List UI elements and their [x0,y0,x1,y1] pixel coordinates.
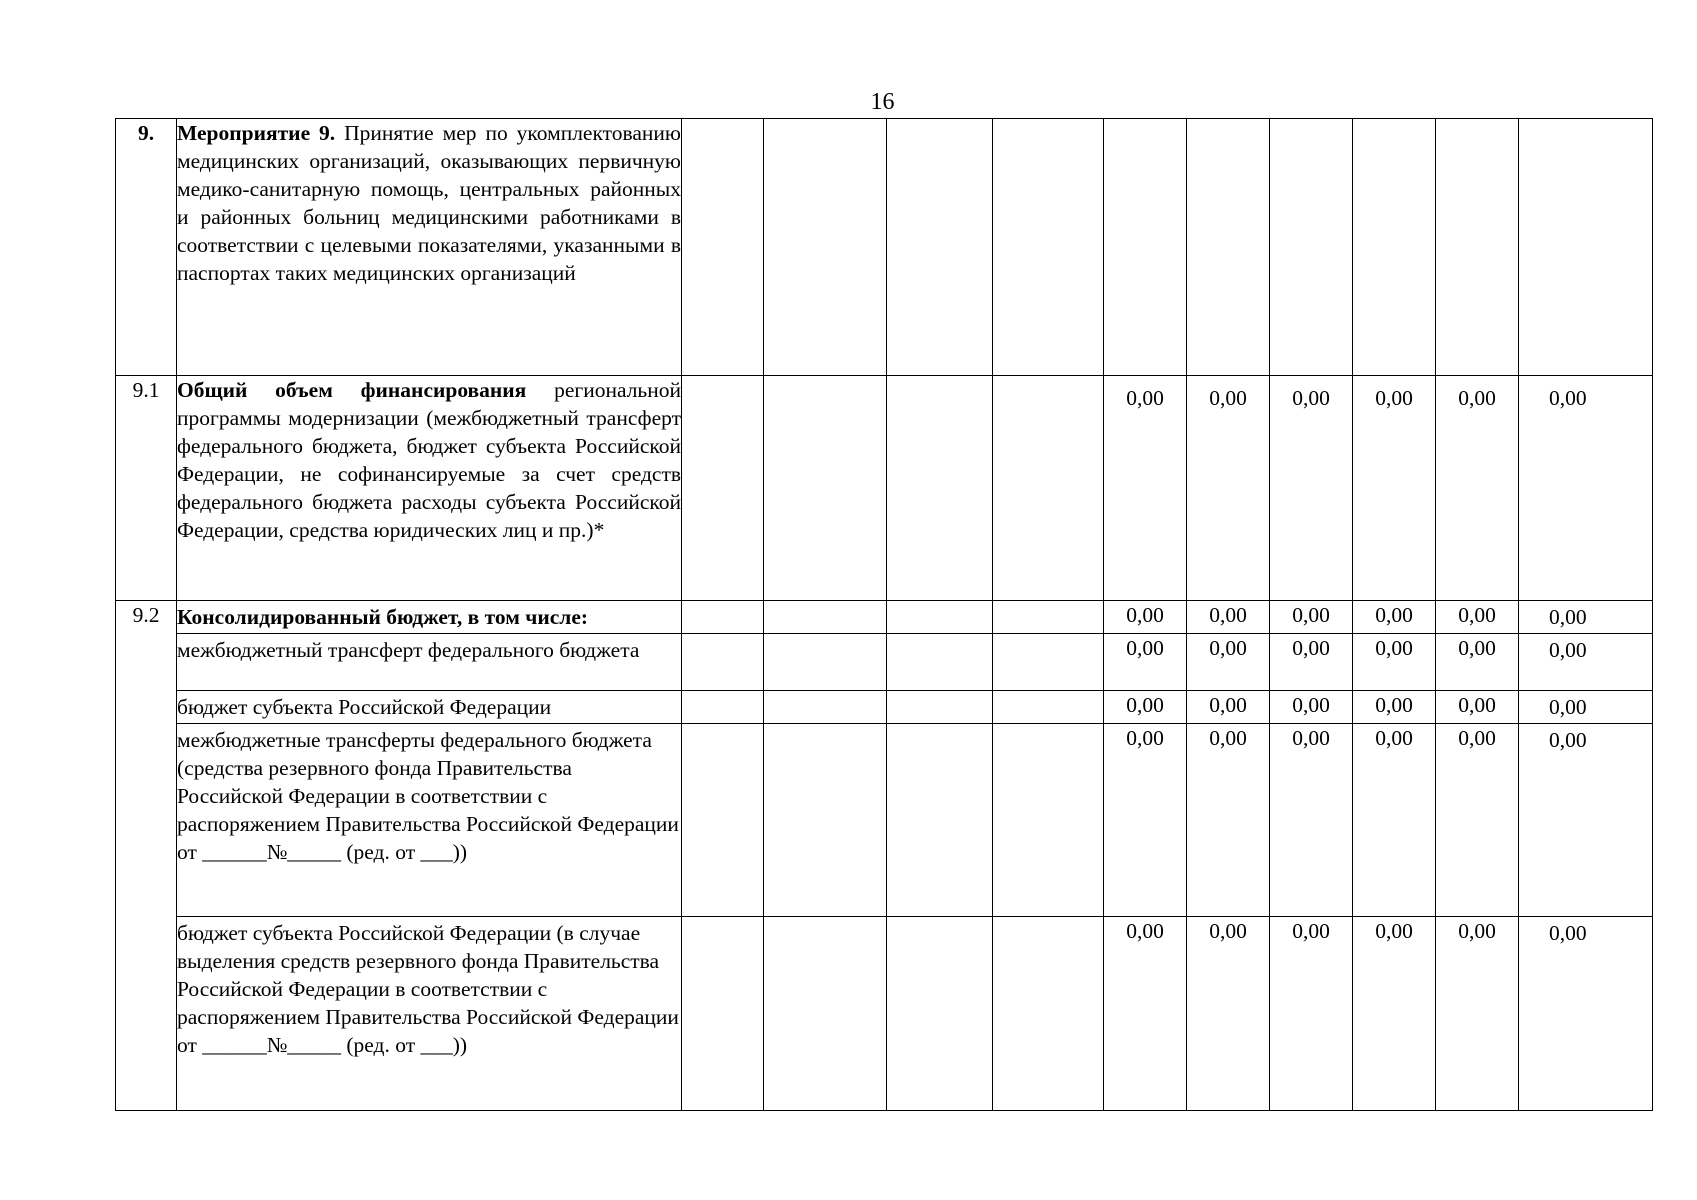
financing-text: региональной программы модернизации (межбюджетный трансферт федерального бюджета, бюджет субъекта Российской Федерации, не софинансируемые за счет средств федерального бюджета расходы субъекта Российской Федерации, средства юридических лиц и пр.)* [177,378,681,542]
value-cell: 0,00 [1353,601,1436,634]
table-cell [1270,119,1353,376]
value-cell: 0,00 [1436,601,1519,634]
table-cell [764,601,887,634]
value-cell: 0,00 [1353,724,1436,917]
value-cell: 0,00 [1519,601,1653,634]
row-description [177,376,682,601]
table-cell [993,376,1104,601]
value-cell: 0,00 [1187,634,1270,691]
value-cell: 0,00 [1270,601,1353,634]
table-row [116,691,1653,724]
value-cell: 0,00 [1519,634,1653,691]
table-row [116,119,1653,376]
value-cell: 0,00 [1270,724,1353,917]
value-cell: 0,00 [1353,634,1436,691]
table-cell [887,691,993,724]
table-row [116,724,1653,917]
table-cell [993,691,1104,724]
table-cell [764,691,887,724]
value-cell: 0,00 [1104,724,1187,917]
financing-title: Общий объем финансирования [177,378,527,402]
table-cell [764,634,887,691]
value-cell: 0,00 [1270,376,1353,601]
table-cell [887,376,993,601]
value-cell: 0,00 [1353,691,1436,724]
value-cell: 0,00 [1353,917,1436,1111]
financing-table [115,118,1653,1111]
table-cell [682,724,764,917]
row-description: бюджет субъекта Российской Федерации (в случае выделения средств резервного фонда Правительства Российской Федерации в соответствии с распоряжением Правительства Российской Федерации от ______№_____ (ред. от ___)) [177,917,682,1111]
row-number: 9.2 [116,601,177,1111]
table-cell [887,119,993,376]
value-cell: 0,00 [1104,691,1187,724]
page-number: 16 [870,89,895,115]
table-cell [993,917,1104,1111]
value-cell: 0,00 [1519,724,1653,917]
table-row [116,634,1653,691]
table-cell [1187,119,1270,376]
row-description: межбюджетный трансферт федерального бюджета [177,634,682,691]
table-cell [1104,119,1187,376]
table-cell [682,376,764,601]
measure-title: Мероприятие 9. [177,121,336,145]
value-cell: 0,00 [1104,634,1187,691]
table-cell [993,119,1104,376]
value-cell: 0,00 [1436,634,1519,691]
table-cell [682,634,764,691]
table-cell [887,601,993,634]
value-cell: 0,00 [1187,917,1270,1111]
table-row [116,376,1653,601]
table-cell [682,119,764,376]
table-cell [1353,119,1436,376]
table-cell [993,601,1104,634]
table-cell [887,917,993,1111]
value-cell: 0,00 [1187,376,1270,601]
row-number: 9. [116,119,177,376]
table-cell [764,376,887,601]
table-cell [764,724,887,917]
table-cell [764,119,887,376]
row-description [177,119,682,376]
value-cell: 0,00 [1436,917,1519,1111]
value-cell: 0,00 [1104,601,1187,634]
value-cell: 0,00 [1104,917,1187,1111]
value-cell: 0,00 [1187,601,1270,634]
table-cell [993,724,1104,917]
value-cell: 0,00 [1270,691,1353,724]
table-cell [887,724,993,917]
value-cell: 0,00 [1436,691,1519,724]
table-row [116,601,1653,634]
value-cell: 0,00 [1519,917,1653,1111]
table-cell [764,917,887,1111]
table-row [116,917,1653,1111]
value-cell: 0,00 [1187,691,1270,724]
row-number: 9.1 [116,376,177,601]
row-description: Консолидированный бюджет, в том числе: [177,601,682,634]
value-cell: 0,00 [1270,634,1353,691]
value-cell: 0,00 [1104,376,1187,601]
table-cell [1519,119,1653,376]
value-cell: 0,00 [1187,724,1270,917]
row-description: межбюджетные трансферты федерального бюджета (средства резервного фонда Правительства Российской Федерации в соответствии с распоряжением Правительства Российской Федерации от ______№_____ (ред. от ___)) [177,724,682,917]
table-cell [682,691,764,724]
table-cell [682,601,764,634]
table-cell [1436,119,1519,376]
table-cell [887,634,993,691]
value-cell: 0,00 [1436,376,1519,601]
value-cell: 0,00 [1270,917,1353,1111]
value-cell: 0,00 [1353,376,1436,601]
value-cell: 0,00 [1519,691,1653,724]
value-cell: 0,00 [1436,724,1519,917]
value-cell: 0,00 [1519,376,1653,601]
table-cell [993,634,1104,691]
measure-text: Принятие мер по укомплектованию медицинских организаций, оказывающих первичную медико-санитарную помощь, центральных районных и районных больниц медицинскими работниками в соответствии с целевыми показателями, указанными в паспортах таких медицинских организаций [177,121,681,285]
row-description: бюджет субъекта Российской Федерации [177,691,682,724]
table-cell [682,917,764,1111]
